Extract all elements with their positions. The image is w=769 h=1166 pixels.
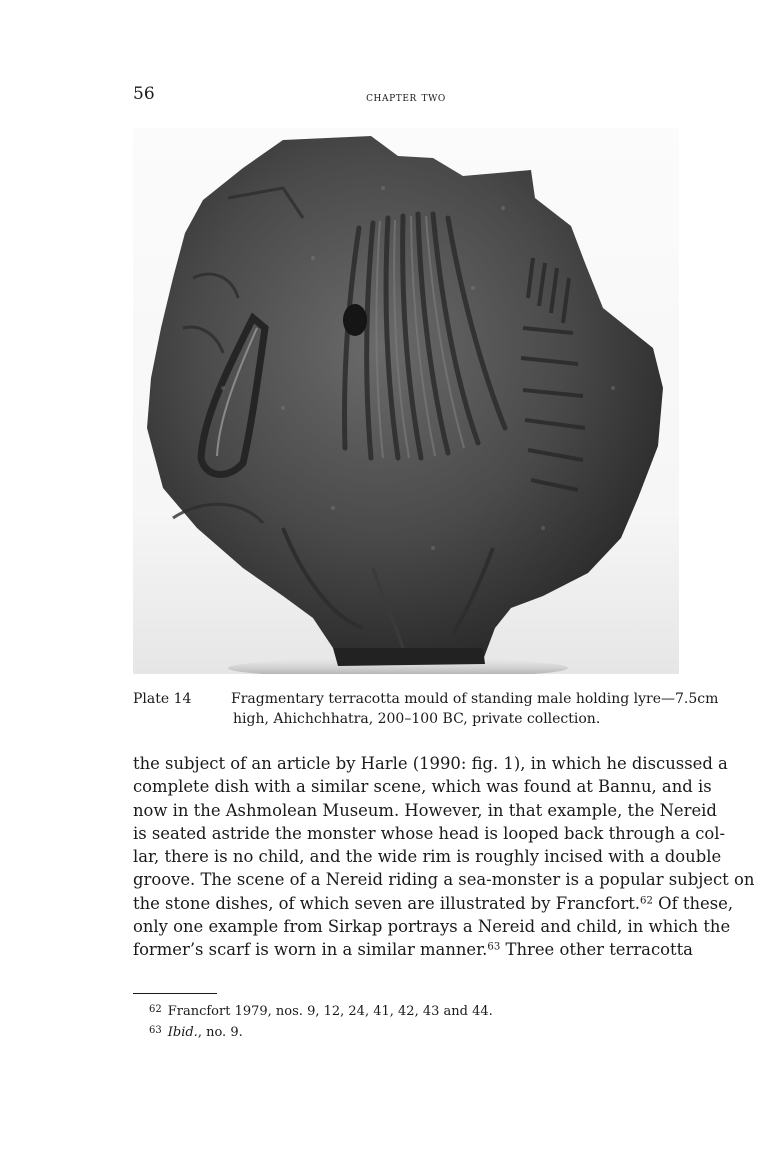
footnote-62 <box>133 1000 679 1021</box>
footnote-63 <box>133 1021 679 1042</box>
running-head: chapter two <box>366 89 446 104</box>
footnote-ref-62[interactable]: 62 <box>640 895 653 907</box>
body-line-text: the stone dishes, of which seven are illustrated by Francfort. <box>133 893 641 913</box>
footnote-rule <box>133 993 217 994</box>
footnote-ref-63[interactable]: 63 <box>487 941 501 953</box>
footnote-text: , no. 9. <box>197 1025 243 1040</box>
body-line-text: Three other terracotta <box>500 940 693 960</box>
page-number: 56 <box>133 84 155 104</box>
body-line: lar, there is no child, and the wide rim is roughly incised with a double <box>133 847 722 867</box>
body-line <box>133 892 734 915</box>
body-line-text: Of these, <box>652 893 734 913</box>
footnote-number: 62 <box>149 1004 162 1015</box>
footnote-italic: Ibid. <box>167 1025 198 1040</box>
plate-label: Plate 14 <box>133 691 192 707</box>
footnote-text: Francfort 1979, nos. 9, 12, 24, 41, 42, 43 and 44. <box>167 1004 493 1019</box>
footnotes <box>133 1000 679 1042</box>
body-paragraph <box>133 752 755 962</box>
body-line: is seated astride the monster whose head is looped back through a col- <box>133 823 726 843</box>
body-line: the subject of an article by Harle (1990: fig. 1), in which he discussed a <box>133 754 728 773</box>
body-line: complete dish with a similar scene, which was found at Bannu, and is <box>133 777 712 797</box>
body-line-text: former’s scarf is worn in a similar manner. <box>133 940 488 960</box>
body-line: groove. The scene of a Nereid riding a sea-monster is a popular subject on <box>133 870 755 890</box>
plate-photograph <box>133 128 679 674</box>
terracotta-mould-image <box>133 128 679 674</box>
body-line: only one example from Sirkap portrays a Nereid and child, in which the <box>133 917 731 937</box>
caption-line-1: Fragmentary terracotta mould of standing male holding lyre—7.5cm <box>231 691 719 707</box>
caption-line-2: high, Ahichchhatra, 200–100 BC, private collection. <box>233 711 601 727</box>
body-line: now in the Ashmolean Museum. However, in that example, the Nereid <box>133 800 717 820</box>
footnote-number: 63 <box>149 1025 162 1036</box>
body-line <box>133 938 693 961</box>
